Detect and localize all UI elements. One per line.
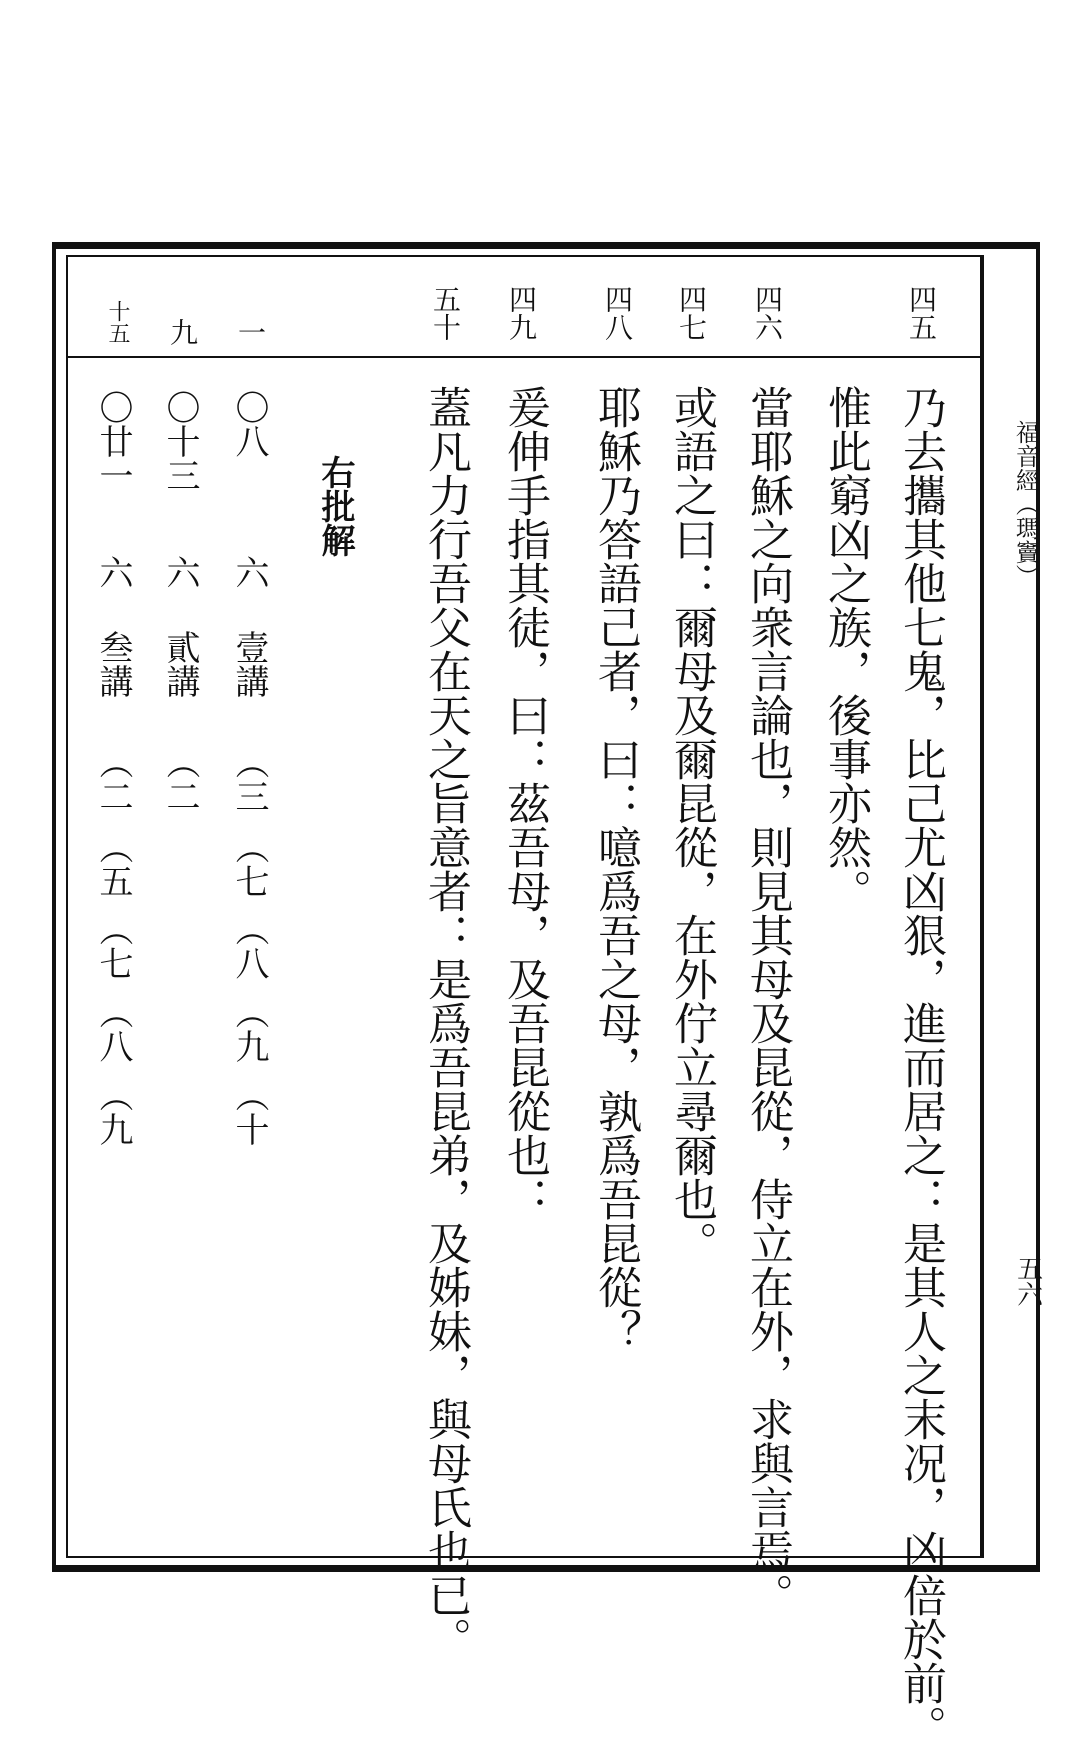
batch-entry: （五 [93,830,133,898]
verse-number: 四九 [505,285,538,341]
page-number: 五六 [1012,1255,1043,1307]
batch-row-number: 一 [234,318,267,346]
verse-text: 乃去攜其他七鬼，比己尤凶狠，進而居之：是其人之末况，凶倍於前。 [895,385,946,1749]
batch-entry: 〇八 [229,390,269,458]
batch-entry: 叁講 [93,630,133,698]
batch-entry: （七 [93,912,133,980]
running-header: 福音經（瑪竇） [1011,420,1040,588]
batch-entry: （九 [93,1078,133,1146]
batch-entry: （九 [229,995,269,1063]
batch-entry: （八 [93,995,133,1063]
verse-text: 當耶穌之向衆言論也，則見其母及昆從，侍立在外，求與言焉。 [742,385,793,1617]
verse-number-rule [66,356,982,358]
batch-heading: 右批解 [315,455,355,557]
batch-entry: 〇廿一 [93,390,133,492]
batch-entry: （二 [93,745,133,813]
batch-row-number: 十五 [105,300,130,344]
batch-entry: 壹講 [229,630,269,698]
verse-text: 蓋凡力行吾父在天之旨意者：是爲吾昆弟，及姊妹，與母氏也已。 [420,385,471,1661]
batch-entry: （七 [229,830,269,898]
verse-text: 爰伸手指其徒，曰：茲吾母，及吾昆從也： [499,385,550,1221]
batch-entry: 六 [229,555,269,589]
verse-number: 四五 [905,285,938,341]
verse-number: 五十 [429,285,462,341]
batch-entry: 貳講 [160,630,200,698]
batch-entry: 六 [160,555,200,589]
verse-number: 四六 [751,285,784,341]
batch-entry: 六 [93,555,133,589]
verse-text: 惟此窮凶之族，後事亦然。 [820,385,871,913]
verse-text: 耶穌乃答語己者，曰：噫爲吾之母，孰爲吾昆從？ [590,385,641,1353]
batch-entry: （二 [160,745,200,813]
batch-entry: （三 [229,745,269,813]
verse-number: 四八 [601,285,634,341]
batch-row-number: 九 [166,318,199,346]
batch-entry: 〇十三 [160,390,200,492]
batch-entry: （十 [229,1078,269,1146]
batch-entry: （八 [229,912,269,980]
margin-rule [982,255,984,1558]
verse-text: 或語之曰：爾母及爾昆從，在外佇立尋爾也。 [666,385,717,1265]
verse-number: 四七 [675,285,708,341]
